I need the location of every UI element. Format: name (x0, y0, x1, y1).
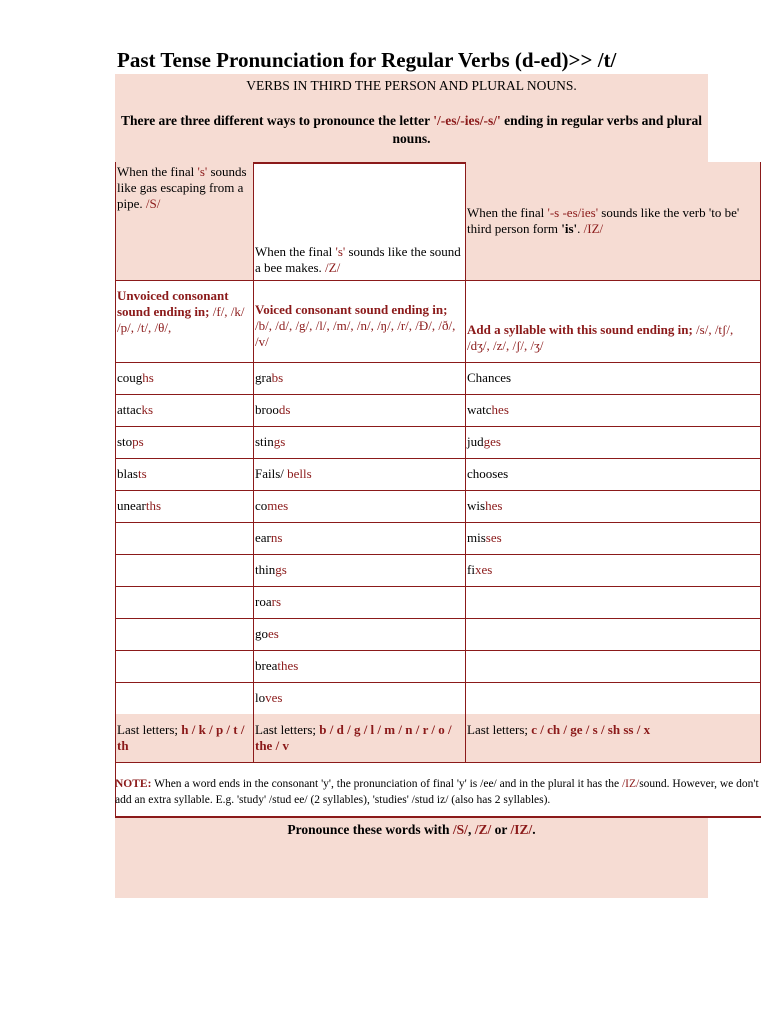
page-title: Past Tense Pronunciation for Regular Verbs (d-ed)>> /t/ (117, 48, 617, 72)
word-stem: thin (255, 562, 276, 577)
intro-endings: '/-es/-ies/-s/' (433, 113, 501, 128)
word-text (117, 466, 147, 482)
word-cell (115, 586, 253, 618)
word-cell (253, 458, 465, 490)
note-text-part2: sound. However, we don't add an extra syllable. E.g. 'study' /stud ee/ (2 syllables), 'studies' /stud iz/ (also has 2 syllables). (115, 778, 759, 806)
word-text (467, 530, 502, 546)
word-text (255, 370, 283, 386)
word-ending: ses (485, 530, 502, 545)
cell-syllable-rule (465, 280, 761, 362)
z-sound-desc: sounds like the sound a bee makes. (255, 244, 461, 275)
footer-box (115, 818, 708, 898)
note-text-part1: When a word ends in the consonant 'y', the pronunciation of final 'y' is /ee/ and in the plural it has the (151, 778, 622, 790)
word-text (255, 466, 312, 482)
word-cell (253, 650, 465, 682)
iz-sound-pre: When the final (467, 205, 548, 220)
syllable-sounds: /s/, /tʃ/, /dʒ/, /z/, /ʃ/, /ʒ/ (467, 322, 734, 353)
word-text (255, 562, 287, 578)
word-text (255, 594, 281, 610)
iz-dot: . (577, 221, 584, 236)
word-text (467, 498, 502, 514)
table-row (115, 458, 761, 491)
iz-letters: '-s -es/ies' (547, 205, 599, 220)
table-row (115, 682, 761, 715)
word-text (467, 434, 501, 450)
iz-sound-desc: sounds like the verb 'to be' third person form (467, 205, 740, 236)
word-text (255, 530, 282, 546)
iz-code: /IZ/ (583, 221, 604, 236)
table-row (115, 586, 761, 619)
word-cell (465, 522, 761, 554)
z-sound-pre: When the final (255, 244, 336, 259)
word-ending: hes (491, 402, 509, 417)
word-ending: gs (273, 434, 286, 449)
word-stem: attac (117, 402, 142, 417)
word-stem: broo (255, 402, 279, 417)
last-letters-label-z: Last letters; (255, 722, 320, 737)
word-ending: bells (287, 466, 312, 481)
word-text (255, 658, 298, 674)
word-cell (115, 554, 253, 586)
word-cell (465, 490, 761, 522)
voiced-sounds: /b/, /d/, /g/, /l/, /m/, /n/, /ŋ/, /r/, /Ð/, /ð/, /v/ (255, 318, 456, 349)
word-stem: wis (467, 498, 486, 513)
word-cell (465, 682, 761, 714)
word-cell (465, 394, 761, 426)
word-text (467, 370, 511, 386)
word-stem: lo (255, 690, 266, 705)
table-row (115, 554, 761, 587)
word-cell (253, 586, 465, 618)
word-text (117, 498, 161, 514)
word-text (255, 690, 282, 706)
note-label: NOTE: (115, 778, 152, 790)
word-ending: ts (137, 466, 147, 481)
note-text (115, 776, 761, 808)
intro-heading: VERBS IN THIRD THE PERSON AND PLURAL NOUNS. (246, 78, 577, 93)
last-letters-s: h / k / p / t / th (117, 722, 245, 753)
word-stem: fi (467, 562, 475, 577)
word-cell (253, 394, 465, 426)
word-stem: stin (255, 434, 274, 449)
footer-pre: Pronounce these words with (287, 822, 453, 837)
cell-last-letters-s (115, 714, 253, 762)
intro-text-post: ending in regular verbs and plural nouns. (392, 113, 703, 146)
word-cell (465, 650, 761, 682)
intro-text (115, 112, 708, 148)
last-letters-label-s: Last letters; (117, 722, 182, 737)
word-cell (253, 522, 465, 554)
s-sound-desc: sounds like gas escaping from a pipe. (117, 164, 247, 211)
word-cell (253, 426, 465, 458)
footer-dot: . (532, 822, 536, 837)
footer-sep1: , (467, 822, 475, 837)
word-ending: rs (271, 594, 281, 609)
word-cell (465, 362, 761, 394)
cell-last-letters-iz (465, 714, 761, 762)
s-letter: 's' (197, 164, 208, 179)
word-cell (465, 618, 761, 650)
note-code: /IZ/ (621, 778, 640, 790)
z-letter: 's' (335, 244, 346, 259)
word-ending: ths (145, 498, 162, 513)
table-row (115, 362, 761, 395)
table-row (115, 490, 761, 523)
word-cell (253, 362, 465, 394)
word-stem: jud (467, 434, 484, 449)
table-row-sound (115, 162, 761, 281)
footer-sep2: or (491, 822, 511, 837)
footer-z: /Z/ (474, 822, 492, 837)
cell-iz-sound (465, 162, 761, 280)
word-stem: blas (117, 466, 138, 481)
intro-header (115, 74, 708, 162)
word-cell (115, 618, 253, 650)
word-cell (115, 490, 253, 522)
word-cell (115, 426, 253, 458)
unvoiced-rule-title: Unvoiced consonant sound ending in; (117, 288, 229, 319)
last-letters-z: b / d / g / l / m / n / r / o / the / v (255, 722, 452, 753)
footer-iz: /IZ/ (510, 822, 533, 837)
word-text (467, 466, 508, 482)
word-cell (465, 554, 761, 586)
s-code: /S/ (145, 196, 161, 211)
cell-last-letters-z (253, 714, 465, 762)
word-stem: brea (255, 658, 278, 673)
unvoiced-sounds: /f/, /k/ /p/, /t/, /θ/, (117, 304, 245, 335)
word-stem: Fails/ (255, 466, 288, 481)
word-cell (115, 362, 253, 394)
word-cell (253, 618, 465, 650)
word-cell (115, 650, 253, 682)
word-text (255, 434, 285, 450)
voiced-rule-title: Voiced consonant sound ending in; (255, 302, 448, 317)
word-ending: hs (142, 370, 154, 385)
cell-s-sound (115, 162, 253, 280)
table-row (115, 650, 761, 683)
table-row (115, 618, 761, 651)
word-stem: Chances (467, 370, 512, 385)
word-text (467, 402, 509, 418)
footer-s: /S/ (452, 822, 468, 837)
word-ending: thes (277, 658, 299, 673)
word-text (255, 626, 279, 642)
word-text (467, 562, 492, 578)
word-ending: ves (265, 690, 283, 705)
word-stem: coug (117, 370, 143, 385)
last-letters-label-iz: Last letters; (467, 722, 532, 737)
cell-unvoiced-rule (115, 280, 253, 362)
last-letters-iz: c / ch / ge / s / sh ss / x (531, 722, 651, 737)
word-stem: roa (255, 594, 272, 609)
word-stem: watc (467, 402, 492, 417)
word-cell (253, 490, 465, 522)
word-cell (115, 458, 253, 490)
word-stem: chooses (467, 466, 509, 481)
word-ending: ds (278, 402, 291, 417)
word-ending: mes (267, 498, 289, 513)
word-text (255, 498, 288, 514)
word-cell (465, 426, 761, 458)
table-row (115, 394, 761, 427)
word-stem: gra (255, 370, 272, 385)
s-sound-pre: When the final (117, 164, 198, 179)
table-row-last-letters (115, 714, 761, 763)
table-row-rule (115, 280, 761, 363)
word-text (117, 434, 144, 450)
intro-text-pre: There are three different ways to pronounce the letter (120, 113, 434, 128)
word-ending: ns (270, 530, 283, 545)
word-stem: go (255, 626, 268, 641)
word-ending: es (268, 626, 279, 641)
word-ending: ps (132, 434, 144, 449)
word-ending: hes (485, 498, 503, 513)
word-ending: ges (483, 434, 501, 449)
word-cell (253, 554, 465, 586)
syllable-rule-title: Add a syllable with this sound ending in; (467, 322, 693, 337)
word-text (117, 402, 153, 418)
cell-voiced-rule (253, 280, 465, 362)
word-cell (115, 522, 253, 554)
word-cell (253, 682, 465, 714)
footer-instruction (115, 822, 708, 838)
word-stem: sto (117, 434, 133, 449)
cell-z-sound (253, 162, 465, 280)
z-code: /Z/ (325, 260, 341, 275)
word-ending: xes (474, 562, 493, 577)
word-stem: mis (467, 530, 486, 545)
word-text (255, 402, 290, 418)
word-ending: gs (275, 562, 287, 577)
word-stem: unear (117, 498, 146, 513)
table-row (115, 426, 761, 459)
word-cell (465, 458, 761, 490)
word-text (117, 370, 154, 386)
word-stem: ear (255, 530, 271, 545)
word-cell (465, 586, 761, 618)
word-stem: co (255, 498, 268, 513)
word-ending: bs (271, 370, 284, 385)
word-cell (115, 394, 253, 426)
word-cell (115, 682, 253, 714)
iz-is: 'is' (561, 221, 578, 236)
word-ending: ks (141, 402, 154, 417)
table-row (115, 522, 761, 555)
